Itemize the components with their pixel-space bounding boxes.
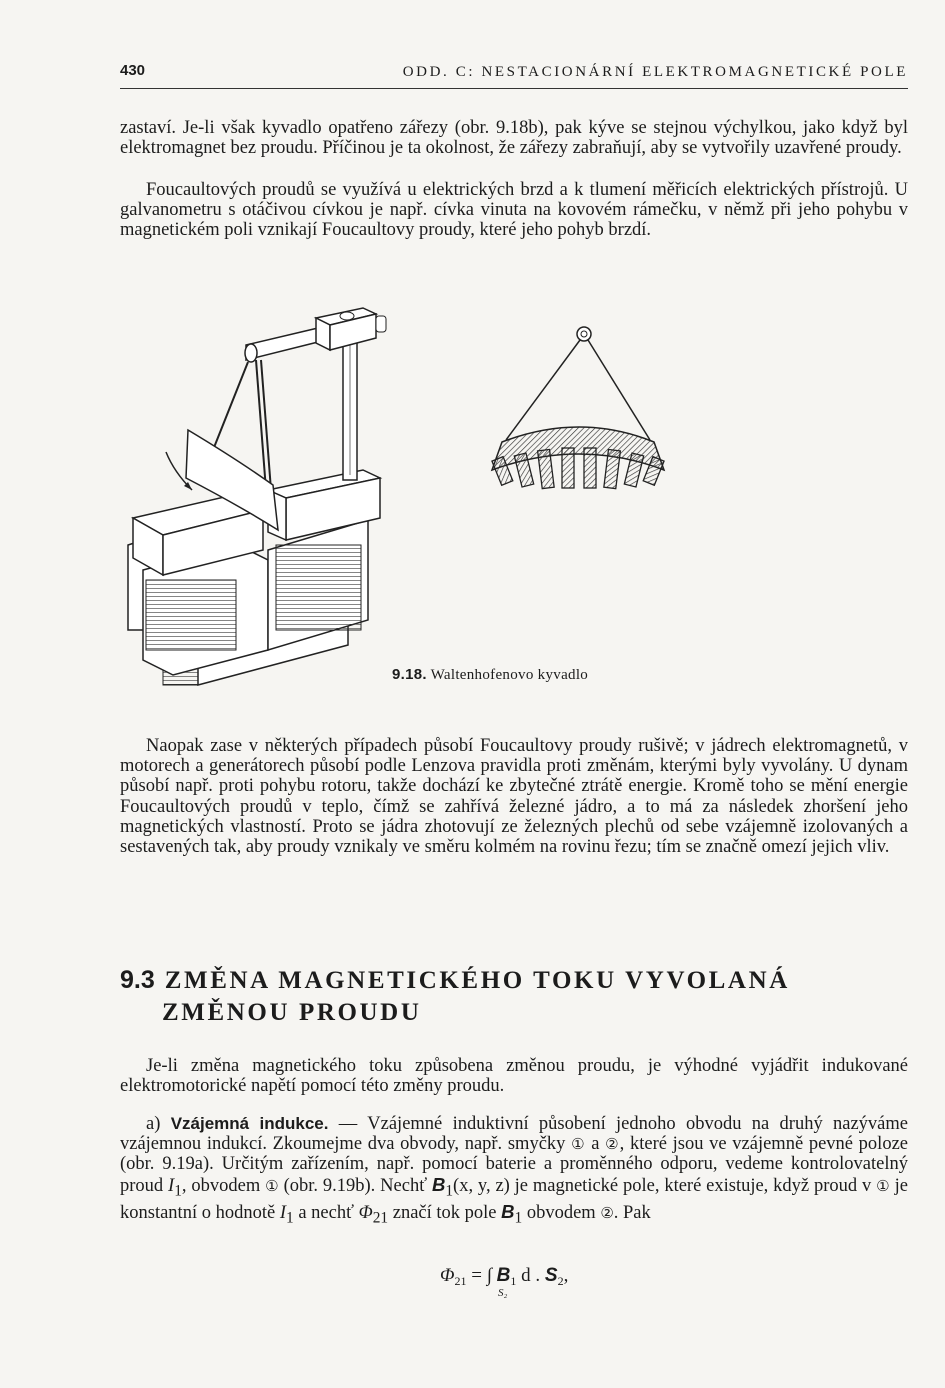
eq-area: S bbox=[544, 1265, 558, 1286]
eq-d: d . bbox=[516, 1265, 545, 1286]
p5-text-4: , obvodem bbox=[181, 1175, 266, 1196]
eq-field-sub: 1 bbox=[510, 1274, 517, 1288]
section-number: 9.3 bbox=[120, 966, 155, 994]
slotted-pendulum-illustration bbox=[482, 320, 677, 500]
section-title-line2: ZMĚNOU PROUDU bbox=[162, 999, 422, 1026]
field-subscript: 1 bbox=[445, 1182, 454, 1200]
p5-text-3: , které jsou ve vzájemně pevné poloze (obr. 9.19a). Určitým zařízením, např. pomocí baterie a proměnného odporu, vedeme kontrolovatelný proud bbox=[120, 1134, 908, 1196]
figure-caption-text: Waltenhofenovo kyvadlo bbox=[426, 667, 589, 683]
p5-text-10: obvodem bbox=[522, 1202, 601, 1223]
field-symbol: B bbox=[501, 1200, 515, 1222]
current-subscript: 1 bbox=[174, 1182, 182, 1200]
paragraph-2: Foucaultových proudů se využívá u elektrických brzd a k tlumení měřicích elektrických přístrojů. U galvanometru s otáčivou cívkou je např. cívka vinuta na kovovém rámečku, v němž při jeho pohybu v magnetickém poli vznikají Foucaultovy proudy, které jeho pohyb brzdí. bbox=[120, 180, 908, 241]
circuit-1-symbol: ① bbox=[265, 1176, 279, 1195]
circuit-2-symbol: ② bbox=[605, 1135, 620, 1154]
section-heading bbox=[120, 964, 790, 1029]
p5-text-1: — Vzájemné induktivní působení jednoho obvodu na druhý nazýváme vzájemnou indukcí. Zkoumejme dva obvody, např. smyčky bbox=[120, 1114, 908, 1155]
circuit-2-symbol: ② bbox=[600, 1203, 614, 1222]
flux-equation bbox=[440, 1265, 569, 1299]
running-head: ODD. C: NESTACIONÁRNÍ ELEKTROMAGNETICKÉ POLE bbox=[402, 64, 908, 80]
item-lead: a) bbox=[146, 1114, 171, 1134]
eq-area-sub: 2 bbox=[557, 1274, 564, 1288]
page-number: 430 bbox=[120, 62, 146, 79]
circuit-1-symbol: ① bbox=[876, 1176, 890, 1195]
eq-equals: = bbox=[466, 1265, 487, 1286]
p5-text-2: a bbox=[585, 1134, 606, 1155]
figure-number: 9.18. bbox=[392, 666, 427, 683]
integral-sign: ∫ bbox=[486, 1265, 492, 1286]
eq-lhs: Φ bbox=[440, 1265, 455, 1286]
current-subscript: 1 bbox=[285, 1209, 294, 1227]
p5-text-7: je konstantní o hodnotě bbox=[120, 1175, 909, 1223]
paragraph-1: zastaví. Je-li však kyvadlo opatřeno zářezy (obr. 9.18b), pak kýve se stejnou výchylkou, jako když byl elektromagnet bez proudu. Příčinou je ta okolnost, že zářezy zabraňují, aby se vytvořily uzavřené proudy. bbox=[120, 118, 908, 159]
integral-domain: S₂ bbox=[498, 1287, 508, 1299]
eq-comma: , bbox=[563, 1265, 569, 1286]
mutual-induction-keyword: Vzájemná indukce. bbox=[170, 1114, 329, 1133]
paragraph-4: Je-li změna magnetického toku způsobena změnou proudu, je výhodné vyjádřit indukované elektromotorické napětí pomocí této změny proudu. bbox=[120, 1056, 908, 1097]
current-symbol: I bbox=[279, 1202, 286, 1223]
pendulum-illustration bbox=[118, 300, 390, 690]
p5-text-8: a nechť bbox=[293, 1202, 359, 1223]
field-subscript: 1 bbox=[514, 1209, 523, 1227]
paragraph-3: Naopak zase v některých případech působí Foucaultovy proudy rušivě; v jádrech elektromagnetů, v motorech a generátorech působí podle Lenzova pravidla proti změnám, kterými byly vyvolány. U dynam působí např. proti pohybu rotoru, takže dochází ke zbytečné ztrátě energie. Kromě toho se mění energie Foucaultových proudů v teplo, čímž se zahřívá železné jádro, a to má za následek zhoršení jeho magnetických vlastností. Proto se jádra zhotovují ze železných plechů od sebe vzájemně izolovaných a sestavených tak, aby proudy vznikaly ve směru kolmém na rovinu řezu; tím se značně omezí jejich vliv. bbox=[120, 736, 908, 858]
p5-text-5: (obr. 9.19b). Nechť bbox=[278, 1175, 432, 1196]
circuit-1-symbol: ① bbox=[571, 1135, 586, 1154]
paragraph-5 bbox=[120, 1114, 908, 1228]
p5-text-9: značí tok pole bbox=[388, 1202, 502, 1223]
eq-lhs-sub: 21 bbox=[454, 1274, 467, 1288]
flux-subscript: 21 bbox=[372, 1209, 389, 1227]
eq-field: B bbox=[496, 1265, 511, 1286]
section-title-line1: ZMĚNA MAGNETICKÉHO TOKU VYVOLANÁ bbox=[164, 967, 790, 994]
flux-symbol: Φ bbox=[358, 1202, 373, 1223]
figure-caption bbox=[392, 666, 588, 684]
page-header bbox=[120, 60, 908, 89]
p5-text-11: . Pak bbox=[613, 1202, 651, 1223]
field-symbol: B bbox=[431, 1173, 446, 1195]
current-symbol: I bbox=[168, 1175, 175, 1196]
p5-text-6: (x, y, z) je magnetické pole, které existuje, když proud v bbox=[453, 1175, 877, 1196]
